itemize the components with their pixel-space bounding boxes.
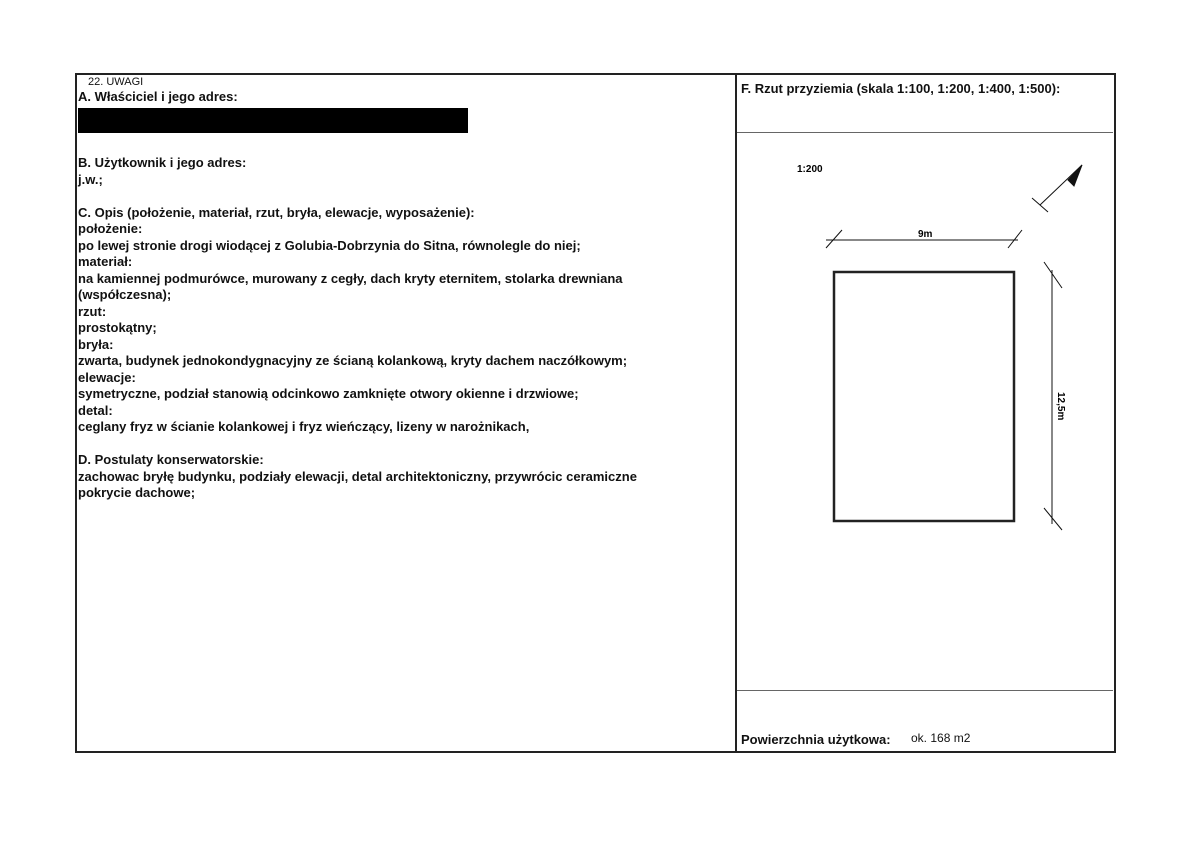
remarks-line: pokrycie dachowe;: [78, 485, 196, 500]
remarks-line: rzut:: [78, 303, 107, 319]
remarks-line: detal:: [78, 402, 113, 418]
remarks-line: elewacje:: [78, 369, 136, 385]
remarks-line: (współczesna);: [78, 287, 172, 302]
remarks-line: zachowac bryłę budynku, podziały elewacji, detal architektoniczny, przywrócic ceramiczne: [78, 468, 637, 484]
remarks-line: ceglany fryz w ścianie kolankowej i fryz wieńczący, lizeny w narożnikach,: [78, 419, 530, 434]
remarks-line: prostokątny;: [78, 320, 157, 335]
remarks-line: zwarta, budynek jednokondygnacyjny ze ścianą kolankową, kryty dachem naczółkowym;: [78, 353, 628, 368]
remarks-line: materiał:: [78, 254, 133, 269]
remarks-line: bryła:: [78, 336, 114, 352]
remarks-line: B. Użytkownik i jego adres:: [78, 155, 247, 170]
remarks-line: D. Postulaty konserwatorskie:: [78, 452, 264, 467]
remarks-line: A. Właściciel i jego adres:: [78, 89, 238, 104]
scale-label: 1:200: [797, 164, 823, 175]
section-number: 22. UWAGI: [88, 76, 144, 88]
building-outline: [834, 272, 1014, 521]
usable-area-label: Powierzchnia użytkowa:: [741, 732, 891, 747]
remarks-line: symetryczne, podział stanowią odcinkowo zamknięte otwory okienne i drzwiowe;: [78, 386, 579, 401]
length-label: 12,5m: [1055, 392, 1066, 421]
remarks-line: C. Opis (położenie, materiał, rzut, bryła, elewacje, wyposażenie):: [78, 204, 475, 220]
remarks-line: j.w.;: [78, 171, 103, 187]
usable-area-value: ok. 168 m2: [911, 731, 971, 745]
north-arrow-icon: [1032, 165, 1082, 212]
plan-heading: F. Rzut przyziemia (skala 1:100, 1:200, 1:400, 1:500):: [741, 81, 1061, 96]
remarks-line: na kamiennej podmurówce, murowany z cegły, dach kryty eternitem, stolarka drewniana: [78, 270, 623, 286]
remarks-line: położenie:: [78, 221, 143, 236]
remarks-line: po lewej stronie drogi wiodącej z Golubia-Dobrzynia do Sitna, równolegle do niej;: [78, 237, 581, 253]
width-label: 9m: [918, 229, 933, 240]
